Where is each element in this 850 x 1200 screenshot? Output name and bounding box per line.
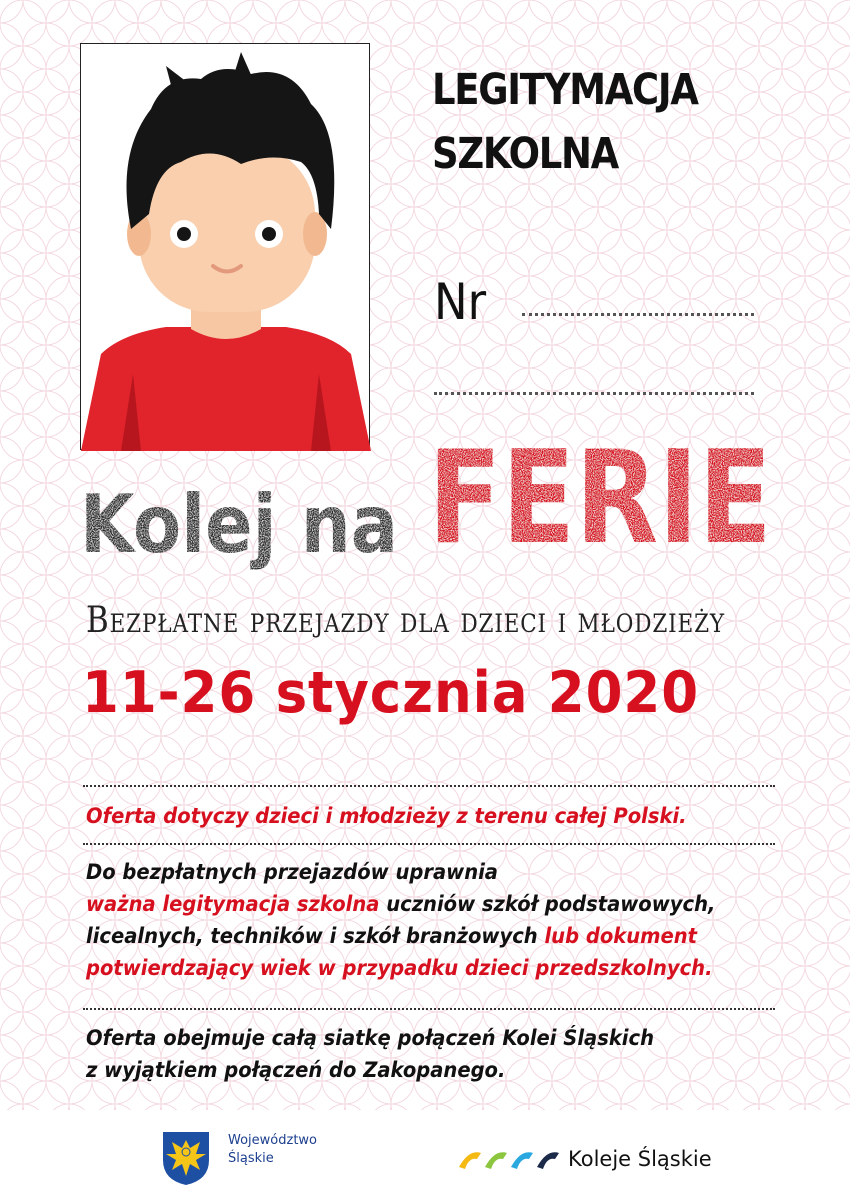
region-line-2: Śląskie [228,1151,274,1166]
boy-avatar-illustration [81,44,371,451]
id-card-title [432,58,759,186]
koleje-slaskie-stripes-logo [455,1147,565,1173]
eligibility-line [86,952,715,984]
eligibility-line [86,920,715,952]
number-fill-line-2 [434,392,754,395]
title-line-1: LEGITYMACJA [432,65,698,115]
coat-of-arms-eagle-icon [160,1130,212,1186]
highlighted-text: potwierdzający wiek w przypadku dzieci przedszkolnych. [86,956,713,980]
region-name [228,1132,317,1168]
free-rides-subtitle: Bezpłatne przejazdy dla dzieci i młodzieży [86,600,725,641]
body-text: Do bezpłatnych przejazdów uprawnia [86,860,498,884]
headline-ferie: FERIE [428,424,772,573]
number-fill-line [522,313,754,316]
highlighted-text: ważna legitymacja szkolna [86,892,380,916]
highlighted-text: lub dokument [544,924,697,948]
region-line-1: Województwo [228,1133,318,1148]
eligibility-paragraph [86,856,715,984]
body-text: uczniów szkół podstawowych, [379,892,716,916]
eligibility-line [86,856,715,888]
offer-scope-text: Oferta dotyczy dzieci i młodzieży z terenu całej Polski. [86,804,687,828]
divider [83,1008,775,1010]
promotion-dates: 11-26 stycznia 2020 [82,660,700,726]
title-line-2: SZKOLNA [432,129,618,179]
divider [83,785,775,787]
divider [83,843,775,845]
brand-name: Koleje Śląskie [568,1147,712,1171]
headline-kolej-na: Kolej na [80,478,398,571]
network-line-2: z wyjątkiem połączeń do Zakopanego. [86,1058,506,1082]
network-paragraph [86,1022,654,1086]
footer [0,1110,850,1200]
network-line-1: Oferta obejmuje całą siatkę połączeń Kolei Śląskich [86,1026,654,1050]
photo-frame [80,43,370,450]
headline [78,414,778,584]
body-text: licealnych, techników i szkół branżowych [86,924,545,948]
number-label: Nr [434,273,487,331]
eligibility-line [86,888,715,920]
